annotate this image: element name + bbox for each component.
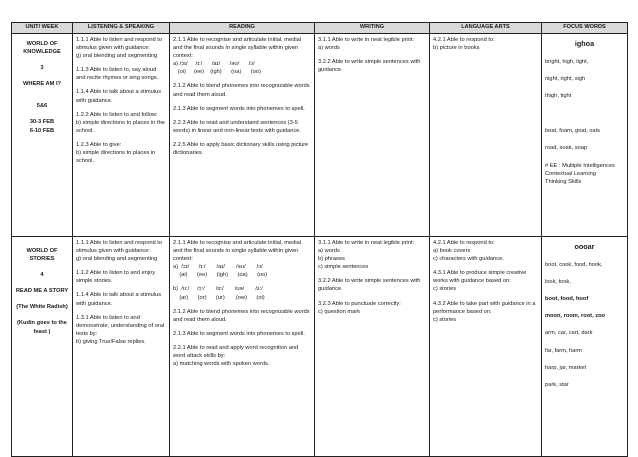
standard-text: b) simple directions to places in school. — [76, 150, 156, 165]
standard-text: 4.2.1 Able to respond to: — [433, 37, 495, 43]
header-reading: READING — [170, 23, 315, 34]
standard-text: 2.1.1 Able to recognise and articulate initial, medial and the final sounds in single syllable within given context: — [173, 240, 302, 263]
ee-note: # EE : Multiple Intelligences — [545, 162, 615, 169]
week-date: 30-3 FEB — [29, 119, 55, 126]
focus-heading: oooar — [574, 242, 595, 251]
unit-topic: WHERE AM I? — [22, 81, 62, 88]
listening-cell — [73, 237, 170, 457]
standard-text: 2.1.3 Able to segment words into phonemes to spell. — [173, 105, 305, 112]
focus-word-line: road, soak, soap — [545, 145, 588, 152]
standard-text: 3.2.3 Able to punctuate correctly: — [318, 300, 401, 307]
standard-text: 4.3.2 Able to take part with guidance in a performance based on: — [433, 300, 536, 315]
standard-text: 1.1.4 Able to talk about a stimulus with guidance. — [76, 292, 162, 307]
writing-cell — [315, 237, 430, 457]
table-row — [12, 237, 628, 457]
unit-topic: READ ME A STORY — [15, 288, 69, 295]
ee-note: Contextual Learning — [545, 170, 596, 177]
language-arts-cell — [430, 237, 542, 457]
standard-text: g) oral blending and segmenting — [76, 53, 158, 60]
standard-text: c) stories — [433, 286, 457, 293]
unit-number: 4 — [40, 272, 44, 279]
listening-cell — [73, 34, 170, 237]
focus-word-line: harp, jar, market — [545, 364, 587, 371]
grapheme-list: (ai) (ee) (igh) (oa) (oo) — [173, 272, 268, 279]
table-row — [12, 34, 628, 237]
week-number: 5&6 — [36, 103, 48, 110]
header-row — [12, 23, 628, 34]
standard-text: a) matching words with spoken words. — [173, 361, 270, 368]
reading-cell — [170, 34, 315, 237]
writing-cell — [315, 34, 430, 237]
standard-text: 4.2.1 Able to respond to: — [433, 240, 495, 246]
unit-title: WORLD OF KNOWLEDGE — [23, 41, 61, 56]
header-unit-week: UNIT/ WEEK — [12, 23, 73, 34]
lesson-plan-table — [11, 22, 628, 457]
focus-words-cell — [542, 34, 628, 237]
header-writing: WRITING — [315, 23, 430, 34]
story-title: (Kudin goes to the feast ) — [17, 320, 67, 335]
standard-text: 3.1.1 Able to write in neat legible print: — [318, 37, 415, 43]
standard-text: 2.1.2 Able to blend phonemes into recognizable words and read them aloud. — [173, 83, 310, 98]
focus-words-cell — [542, 237, 628, 457]
standard-text: b) picture in books — [433, 45, 480, 52]
standard-text: a) book covers — [433, 248, 471, 255]
standard-text: b) simple directions to places in the school. — [76, 119, 165, 134]
reading-cell — [170, 237, 315, 457]
standard-text: 1.3.1 Able to listen to and demonstrate, understanding of oral texts by: — [76, 314, 165, 337]
grapheme-list: (oi) (ee) (igh) (oa) (oo) — [173, 69, 261, 76]
standard-text: c) stories — [433, 316, 457, 323]
standard-text: 2.1.2 Able to blend phonemes into recognizable words and read them aloud. — [173, 308, 310, 323]
standard-text: 2.1.3 Able to segment words into phonemes to spell. — [173, 330, 305, 337]
story-title: (The White Radish) — [16, 304, 68, 311]
standard-text: 1.1.1 Able to listen and respond to stimulus given with guidance: — [76, 37, 163, 52]
header-language-arts: LANGUAGE ARTS — [430, 23, 542, 34]
phoneme-list: b) /ʊ:/ /ɔ:/ /ɑ:/ /ʊə/ /ɜ:/ — [173, 286, 263, 293]
standard-text: 2.2.5 Able to apply basic dictionary skills using picture dictionaries. — [173, 141, 309, 157]
grapheme-list: (ar) (or) (ur) (ow) (oi) — [173, 294, 265, 301]
standard-text: 4.3.1 Able to produce simple creative works with guidance based on: — [433, 270, 527, 285]
standard-text: 1.1.2 Able to listen to and enjoy simple stories. — [76, 270, 156, 285]
standard-text: 1.2.2 Able to listen to and follow: — [76, 111, 158, 118]
standard-text: 2.2.3 Able to read and understand sentences (3-5 words) in linear and non-linear texts with guidance. — [173, 119, 302, 134]
focus-word-line: night, right, sigh — [545, 76, 586, 83]
standard-text: a) words — [318, 45, 340, 52]
phoneme-list: a) /ɔɪ/ /ɪ:/ /aɪ/ /əʊ/ /ɔ/ — [173, 61, 255, 68]
focus-word-line: moon, room, root, zoo — [545, 313, 606, 320]
standard-text: 1.1.3 Able to listen to, say aloud and recite rhymes or sing songs. — [76, 67, 159, 82]
unit-week-cell — [12, 34, 73, 237]
unit-number: 3 — [40, 65, 44, 72]
standard-text: b) giving True/False replies. — [76, 338, 146, 345]
focus-heading: ighoa — [574, 39, 595, 48]
standard-text: 3.1.1 Able to write in neat legible print: — [318, 240, 415, 246]
focus-word-line: bright, high, light, — [545, 59, 589, 66]
phoneme-list: a) /ɔɪ/ /ɪ:/ /aɪ/ /əʊ/ /ɔ/ — [173, 264, 263, 271]
focus-word-line: arm, car, cart, dark — [545, 330, 593, 337]
standard-text: 1.1.1 Able to listen and respond to stimulus given with guidance: — [76, 240, 163, 255]
week-date: 6-10 FEB — [29, 127, 55, 134]
focus-word-line: boat, foam, goat, oats — [545, 128, 601, 135]
unit-week-cell — [12, 237, 73, 457]
standard-text: g) oral blending and segmenting — [76, 256, 158, 263]
standard-text: 2.2.1 Able to read and apply word recognition and word attack skills by: — [173, 344, 299, 360]
header-focus-words: FOCUS WORDS — [542, 23, 628, 34]
focus-word-line: look, took, — [545, 279, 571, 286]
focus-word-line: park, star — [545, 381, 569, 388]
unit-title: WORLD OF STORIES — [26, 248, 58, 263]
focus-word-line: boot, cook, food, hook, — [545, 262, 603, 269]
focus-word-line: boot, food, hoof — [545, 296, 589, 303]
standard-text: 3.2.2 Able to write simple sentences with guidance. — [318, 59, 421, 74]
focus-word-line: far, farm, harm — [545, 347, 582, 354]
standard-text: c) question mark — [318, 308, 361, 315]
standard-text: 2.1.1 Able to recognise and articulate initial, medial and the final sounds in single syllable within given context: — [173, 37, 302, 60]
standard-text: 1.1.4 Able to talk about a stimulus with guidance. — [76, 89, 162, 104]
standard-text: 3.2.2 Able to write simple sentences with guidance. — [318, 278, 421, 293]
standard-text: c) simple sentences — [318, 264, 369, 271]
focus-word-line: thigh, tight — [545, 93, 572, 100]
standard-text: a) words — [318, 248, 340, 255]
header-listening-speaking: LISTENING & SPEAKING — [73, 23, 170, 34]
ee-note: Thinking Skills — [545, 178, 582, 185]
standard-text: b) phrases — [318, 256, 345, 263]
language-arts-cell — [430, 34, 542, 237]
standard-text: c) characters with guidance. — [433, 256, 504, 263]
standard-text: 1.2.3 Able to give: — [76, 141, 122, 148]
